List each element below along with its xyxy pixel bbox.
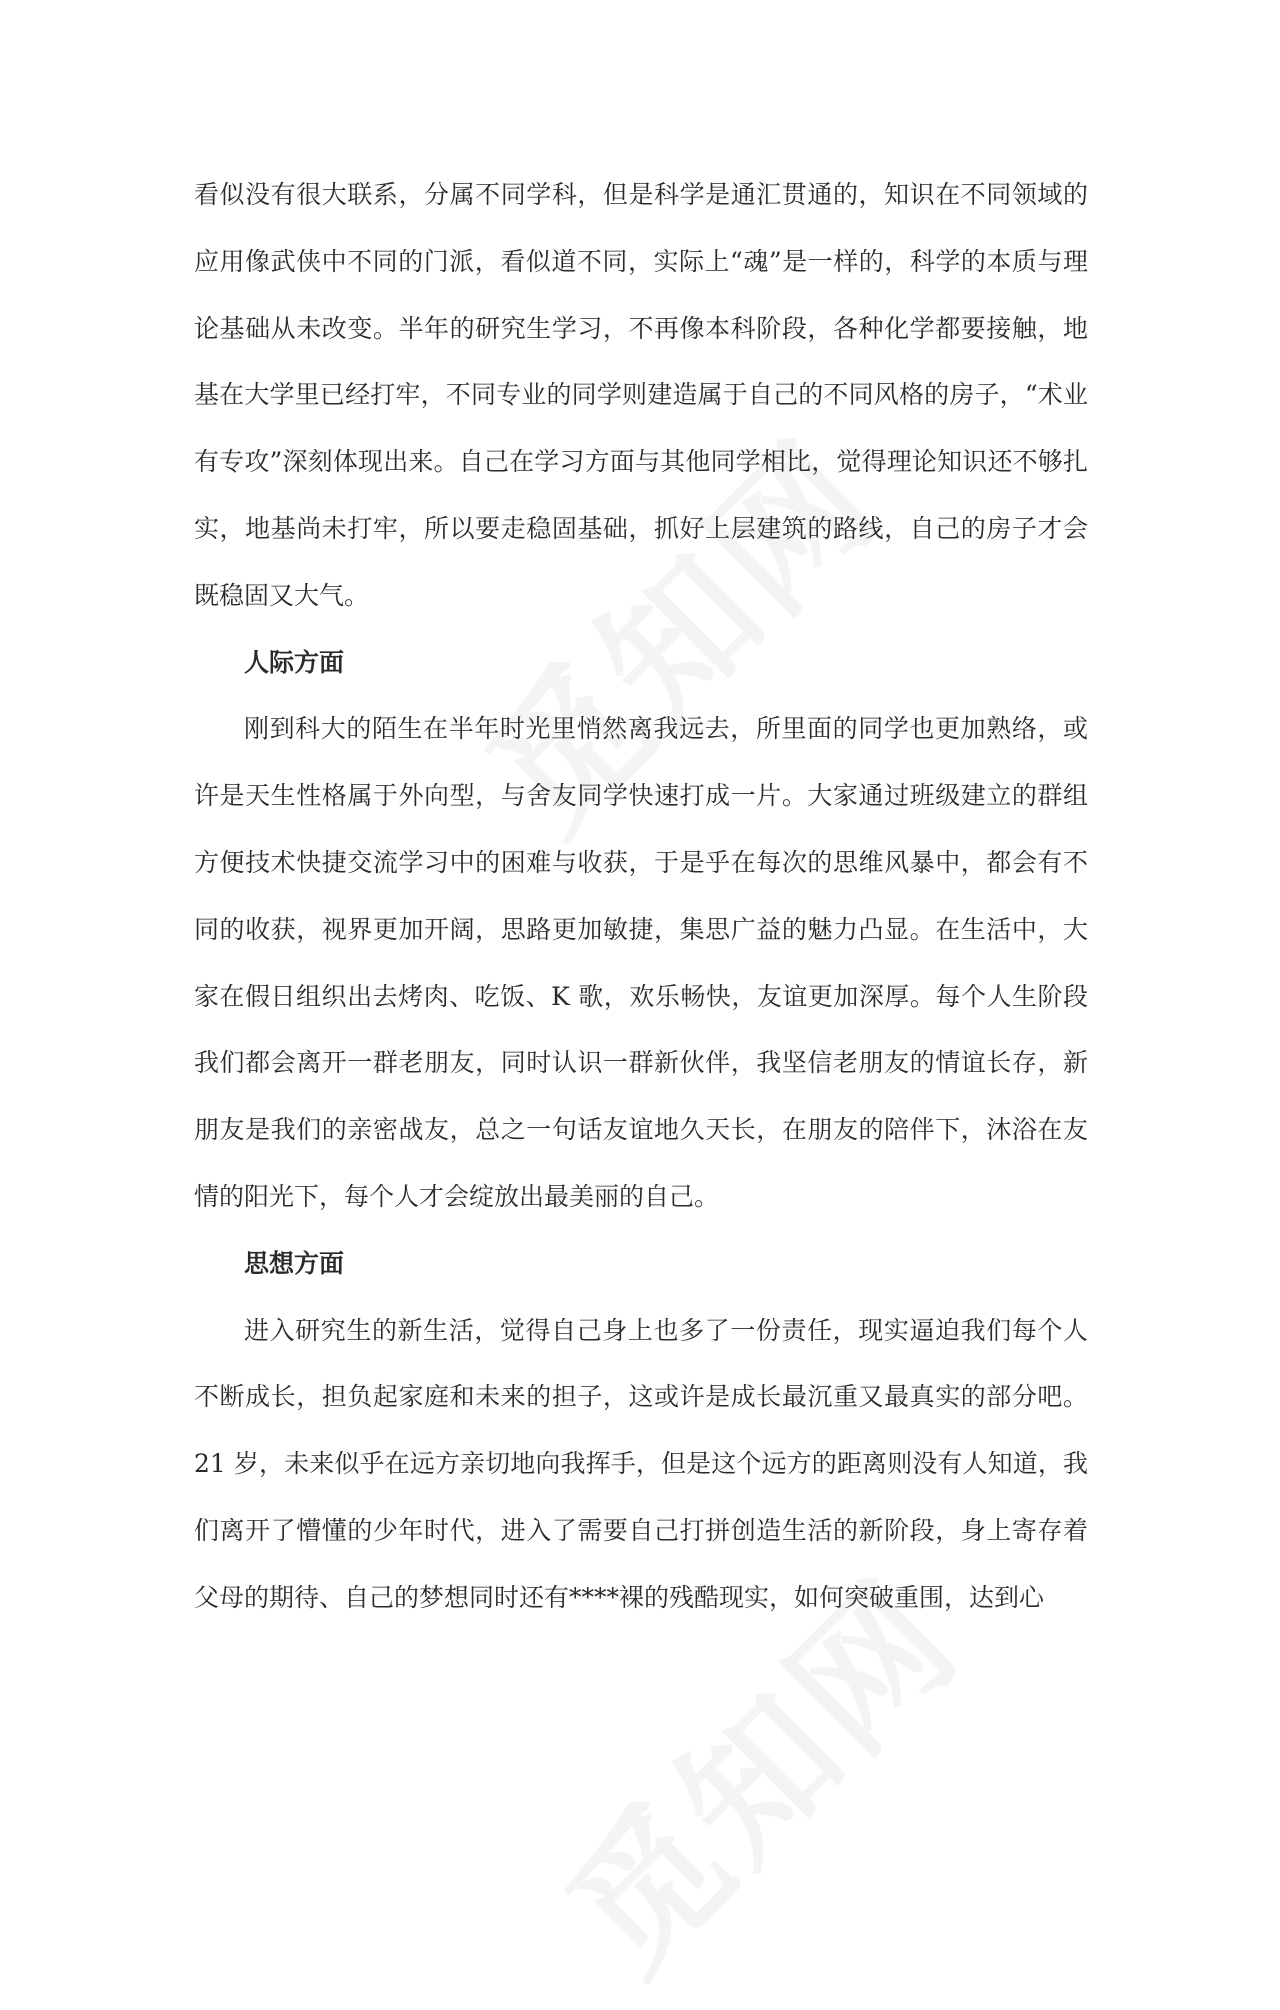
paragraph-thoughts: 进入研究生的新生活，觉得自己身上也多了一份责任，现实逼迫我们每个人不断成长，担负起家庭和未来的担子，这或许是成长最沉重又最真实的部分吧。21 岁，未来似乎在远方亲切地向我挥手，但是这个远方的距离则没有人知道，我们离开了懵懂的少年时代，进入了需要自己打拼创造生活的新阶段，身上寄存着父母的期待、自己的梦想同时还有****裸的残酷现实，如何突破重围，达到心 [194, 1315, 1088, 1612]
document-body [194, 162, 1088, 1632]
section-heading-thoughts: 思想方面 [244, 1248, 345, 1278]
paragraph-study-continued: 看似没有很大联系，分属不同学科，但是科学是通汇贯通的，知识在不同领域的应用像武侠中不同的门派，看似道不同，实际上“魂”是一样的，科学的本质与理论基础从未改变。半年的研究生学习，不再像本科阶段，各种化学都要接触，地基在大学里已经打牢，不同专业的同学则建造属于自己的不同风格的房子，“术业有专攻”深刻体现出来。自己在学习方面与其他同学相比，觉得理论知识还不够扎实，地基尚未打牢，所以要走稳固基础，抓好上层建筑的路线，自己的房子才会既稳固又大气。 [194, 180, 1088, 610]
section-heading-interpersonal: 人际方面 [244, 647, 345, 677]
paragraph-interpersonal: 刚到科大的陌生在半年时光里悄然离我远去，所里面的同学也更加熟络，或许是天生性格属于外向型，与舍友同学快速打成一片。大家通过班级建立的群组方便技术快捷交流学习中的困难与收获，于是乎在每次的思维风暴中，都会有不同的收获，视界更加开阔，思路更加敏捷，集思广益的魅力凸显。在生活中，大家在假日组织出去烤肉、吃饭、K 歌，欢乐畅快，友谊更加深厚。每个人生阶段我们都会离开一群老朋友，同时认识一群新伙伴，我坚信老朋友的情谊长存，新朋友是我们的亲密战友，总之一句话友谊地久天长，在朋友的陪伴下，沐浴在友情的阳光下，每个人才会绽放出最美丽的自己。 [194, 714, 1088, 1211]
